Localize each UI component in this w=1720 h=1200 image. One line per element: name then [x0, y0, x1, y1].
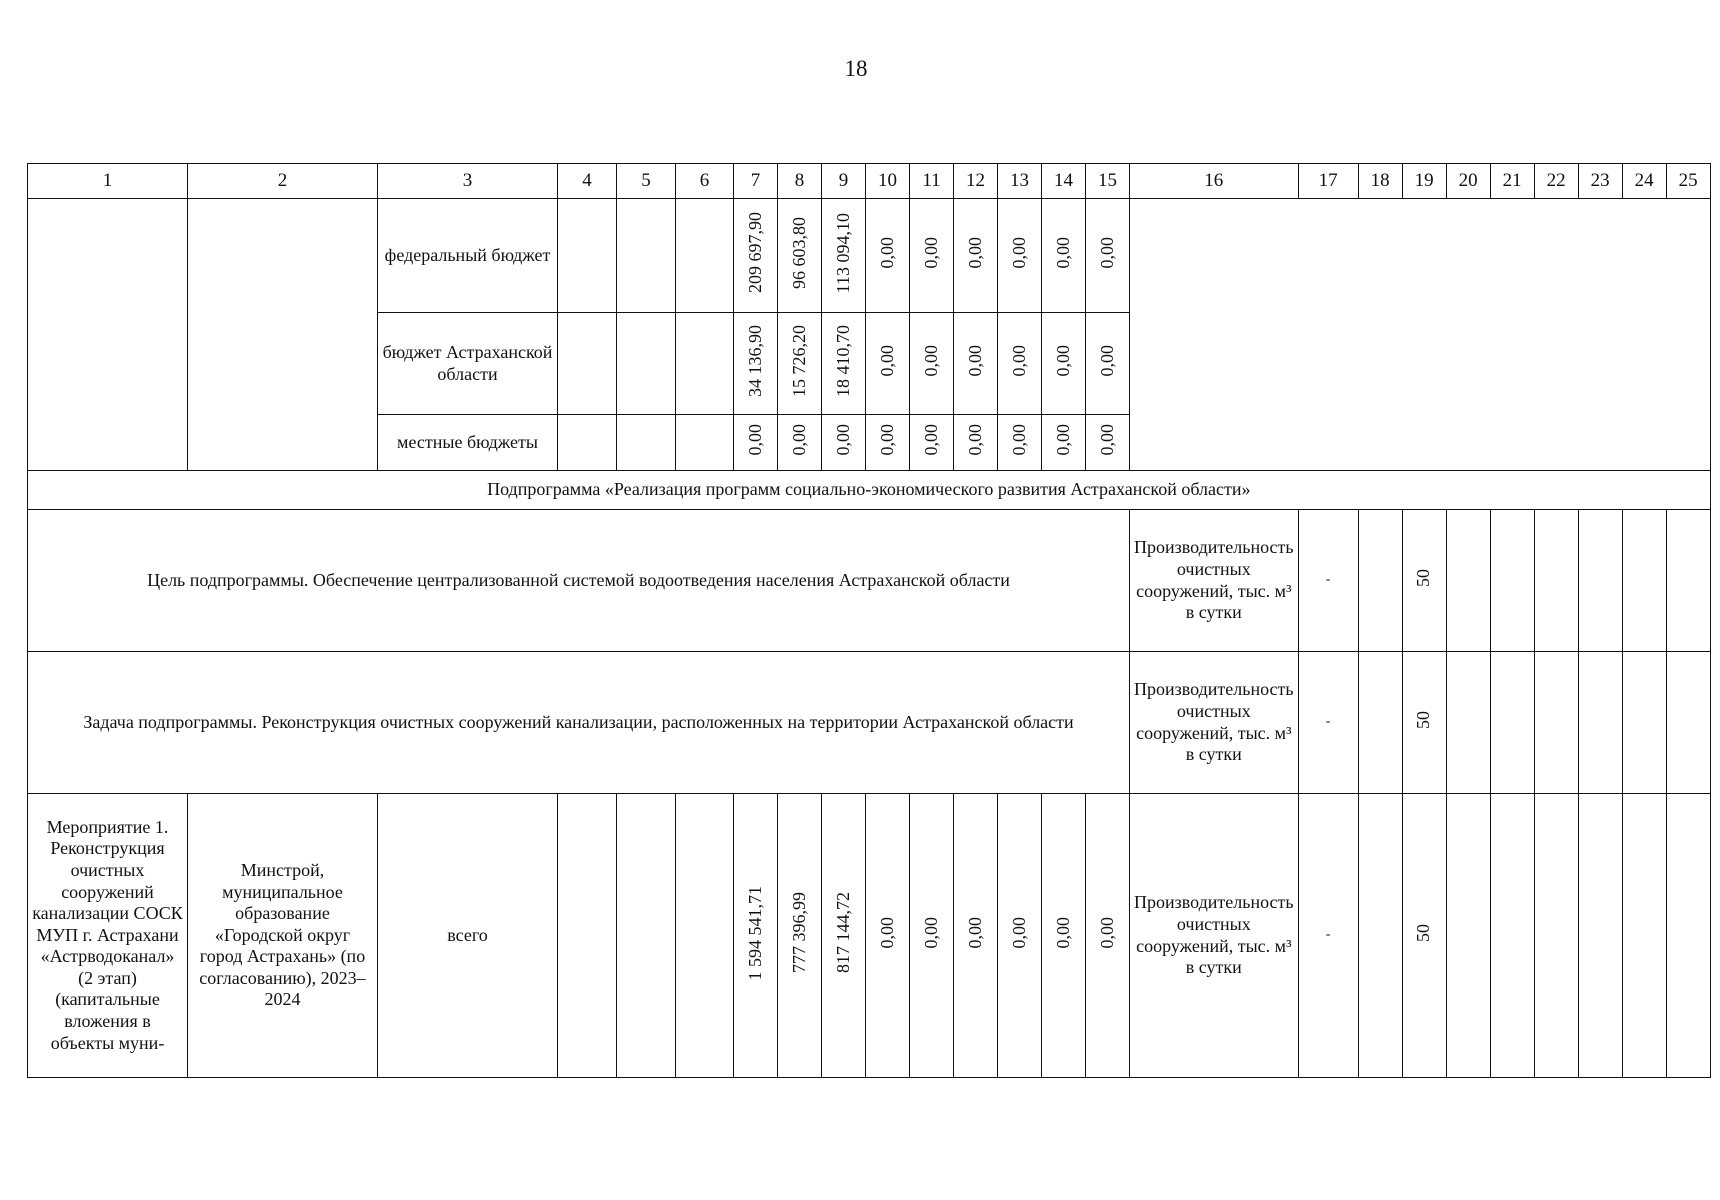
funding-source: бюджет Астраханской области	[378, 313, 558, 415]
empty-cell	[1666, 794, 1710, 1078]
header-cell: 24	[1622, 164, 1666, 199]
measure-executor: Минстрой, муниципальное образование «Городской округ город Астрахань» (по согласованию), 2023–2024	[188, 794, 378, 1078]
header-cell: 22	[1534, 164, 1578, 199]
empty-cell	[188, 199, 378, 471]
header-cell: 13	[998, 164, 1042, 199]
empty-cell	[558, 199, 617, 313]
empty-cell	[1622, 510, 1666, 652]
header-cell: 15	[1086, 164, 1130, 199]
header-cell: 5	[617, 164, 676, 199]
header-cell: 10	[866, 164, 910, 199]
funding-source: федеральный бюджет	[378, 199, 558, 313]
value-cell: 817 144,72	[822, 794, 866, 1078]
value-cell: 15 726,20	[778, 313, 822, 415]
program-table	[27, 163, 1711, 1078]
header-cell: 17	[1298, 164, 1358, 199]
value-cell: 0,00	[954, 794, 998, 1078]
empty-cell	[1446, 794, 1490, 1078]
value-cell: 0,00	[1086, 313, 1130, 415]
empty-cell	[1666, 652, 1710, 794]
value-cell: 0,00	[910, 415, 954, 471]
value-cell: 777 396,99	[778, 794, 822, 1078]
empty-cell	[617, 415, 676, 471]
value-cell: 0,00	[734, 415, 778, 471]
value-cell: 96 603,80	[778, 199, 822, 313]
funding-source: местные бюджеты	[378, 415, 558, 471]
value-cell: 0,00	[822, 415, 866, 471]
header-cell: 11	[910, 164, 954, 199]
budget-row-federal	[28, 199, 1711, 313]
value-cell: 18 410,70	[822, 313, 866, 415]
subprogram-title: Подпрограмма «Реализация программ социально-экономического развития Астраханской области»	[28, 471, 1711, 510]
goal-col17: -	[1298, 510, 1358, 652]
header-cell: 12	[954, 164, 998, 199]
empty-cell	[676, 313, 734, 415]
empty-cell	[1578, 652, 1622, 794]
measure-col17: -	[1298, 794, 1358, 1078]
task-indicator: Производительность очистных сооружений, тыс. м³ в сутки	[1130, 652, 1299, 794]
measure-source: всего	[378, 794, 558, 1078]
value-cell: 0,00	[866, 794, 910, 1078]
empty-cell	[1358, 794, 1402, 1078]
header-cell: 6	[676, 164, 734, 199]
header-cell: 3	[378, 164, 558, 199]
value-cell: 0,00	[998, 794, 1042, 1078]
empty-cell	[676, 199, 734, 313]
value-cell: 113 094,10	[822, 199, 866, 313]
empty-cell	[1446, 652, 1490, 794]
value-cell: 0,00	[1042, 415, 1086, 471]
empty-cell	[1622, 652, 1666, 794]
empty-cell	[1534, 652, 1578, 794]
empty-cell	[558, 313, 617, 415]
value-cell: 0,00	[998, 313, 1042, 415]
empty-cell	[1534, 510, 1578, 652]
value-cell: 0,00	[866, 313, 910, 415]
value-cell: 0,00	[1042, 199, 1086, 313]
value-cell: 0,00	[954, 199, 998, 313]
task-text: Задача подпрограммы. Реконструкция очистных сооружений канализации, расположенных на территории Астраханской области	[28, 652, 1130, 794]
measure-row	[28, 794, 1711, 1078]
header-cell: 7	[734, 164, 778, 199]
header-cell: 16	[1130, 164, 1299, 199]
empty-block	[1130, 199, 1711, 471]
value-cell: 0,00	[910, 199, 954, 313]
empty-cell	[28, 199, 188, 471]
empty-cell	[1490, 794, 1534, 1078]
header-cell: 25	[1666, 164, 1710, 199]
empty-cell	[1446, 510, 1490, 652]
value-cell: 0,00	[954, 415, 998, 471]
value-cell: 0,00	[1086, 199, 1130, 313]
page-number: 18	[844, 56, 868, 81]
empty-cell	[1490, 652, 1534, 794]
header-cell: 19	[1402, 164, 1446, 199]
measure-indicator: Производительность очистных сооружений, тыс. м³ в сутки	[1130, 794, 1299, 1078]
header-row	[28, 164, 1711, 199]
empty-cell	[1490, 510, 1534, 652]
header-cell: 14	[1042, 164, 1086, 199]
empty-cell	[676, 794, 734, 1078]
value-cell: 1 594 541,71	[734, 794, 778, 1078]
header-cell: 18	[1358, 164, 1402, 199]
task-row	[28, 652, 1711, 794]
header-cell: 23	[1578, 164, 1622, 199]
empty-cell	[617, 313, 676, 415]
value-cell: 0,00	[866, 199, 910, 313]
measure-col19: 50	[1402, 794, 1446, 1078]
header-cell: 2	[188, 164, 378, 199]
goal-col19: 50	[1402, 510, 1446, 652]
header-cell: 20	[1446, 164, 1490, 199]
value-cell: 0,00	[910, 313, 954, 415]
empty-cell	[617, 199, 676, 313]
value-cell: 0,00	[1086, 794, 1130, 1078]
empty-cell	[1666, 510, 1710, 652]
empty-cell	[1358, 510, 1402, 652]
value-cell: 0,00	[778, 415, 822, 471]
value-cell: 34 136,90	[734, 313, 778, 415]
goal-indicator: Производительность очистных сооружений, тыс. м³ в сутки	[1130, 510, 1299, 652]
value-cell: 0,00	[866, 415, 910, 471]
empty-cell	[1358, 652, 1402, 794]
value-cell: 0,00	[1042, 794, 1086, 1078]
header-cell: 21	[1490, 164, 1534, 199]
value-cell: 0,00	[954, 313, 998, 415]
task-col17: -	[1298, 652, 1358, 794]
value-cell: 0,00	[1086, 415, 1130, 471]
empty-cell	[558, 415, 617, 471]
empty-cell	[676, 415, 734, 471]
value-cell: 0,00	[1042, 313, 1086, 415]
measure-name: Мероприятие 1. Реконструкция очистных сооружений канализации СОСК МУП г. Астрахани «Астрводоканал» (2 этап) (капитальные вложения в объекты муни-	[28, 794, 188, 1078]
empty-cell	[1534, 794, 1578, 1078]
empty-cell	[617, 794, 676, 1078]
header-cell: 4	[558, 164, 617, 199]
header-cell: 1	[28, 164, 188, 199]
empty-cell	[1578, 510, 1622, 652]
empty-cell	[1578, 794, 1622, 1078]
value-cell: 0,00	[910, 794, 954, 1078]
goal-text: Цель подпрограммы. Обеспечение централизованной системой водоотведения населения Астраханской области	[28, 510, 1130, 652]
header-cell: 9	[822, 164, 866, 199]
value-cell: 0,00	[998, 199, 1042, 313]
empty-cell	[558, 794, 617, 1078]
empty-cell	[1622, 794, 1666, 1078]
subprogram-row	[28, 471, 1711, 510]
value-cell: 0,00	[998, 415, 1042, 471]
value-cell: 209 697,90	[734, 199, 778, 313]
task-col19: 50	[1402, 652, 1446, 794]
header-cell: 8	[778, 164, 822, 199]
goal-row	[28, 510, 1711, 652]
